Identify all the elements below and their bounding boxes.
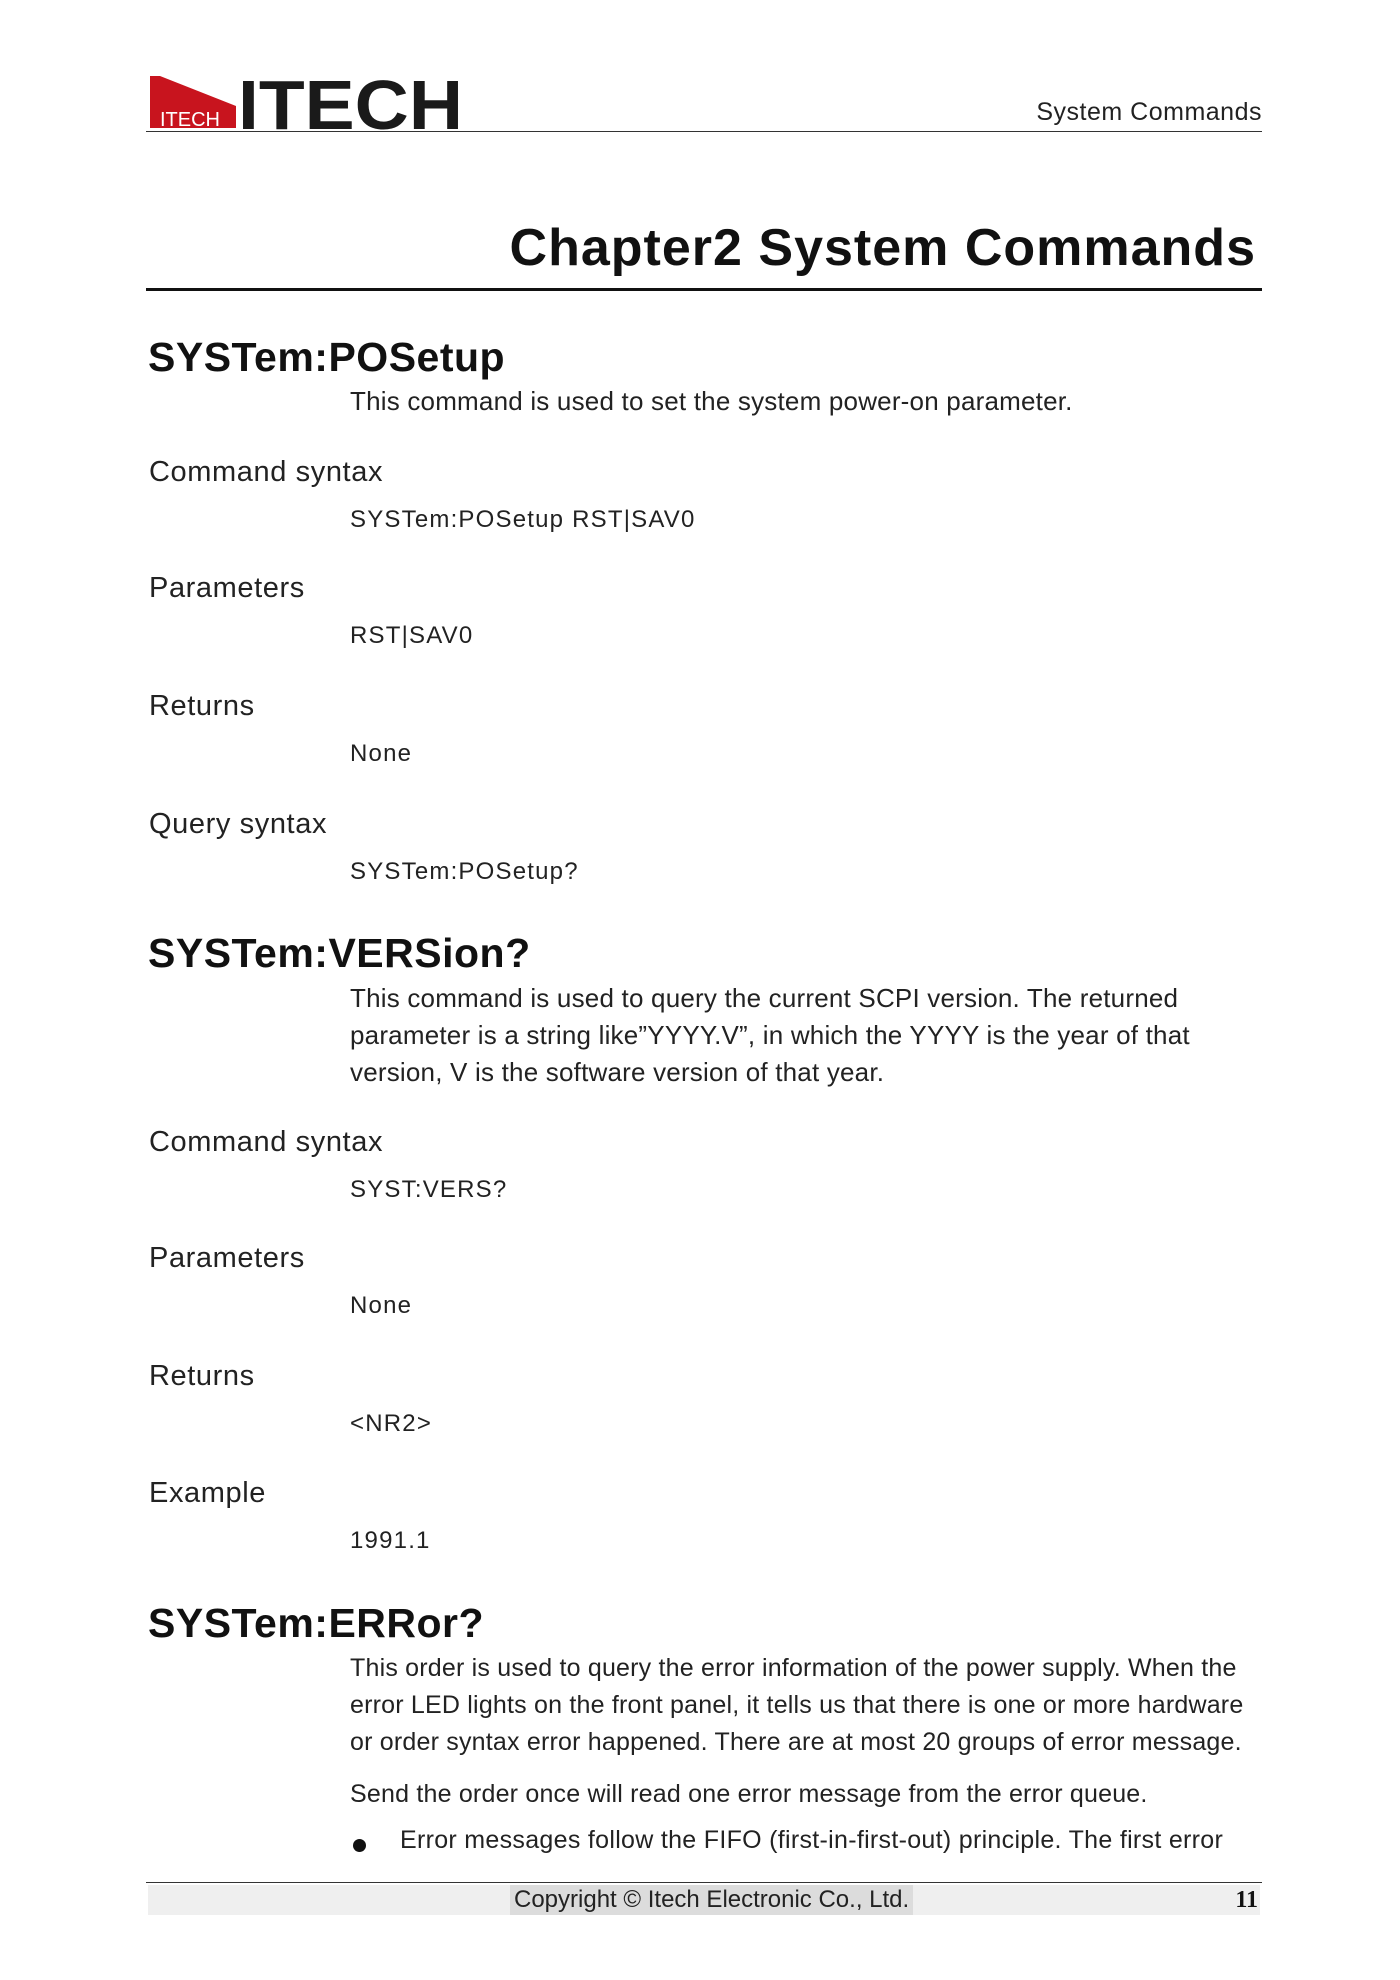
command-heading-error: SYSTem:ERRor?: [148, 1600, 485, 1646]
bullet-text: Error messages follow the FIFO (first-in-first-out) principle. The first error: [400, 1826, 1224, 1854]
command-heading-version: SYSTem:VERSion?: [148, 930, 531, 976]
returns-label: Returns: [149, 690, 255, 722]
itech-logo: [150, 72, 465, 134]
chapter-divider: [146, 288, 1262, 291]
command-description-2: Send the order once will read one error message from the error queue.: [350, 1780, 1148, 1808]
command-description: [350, 980, 1260, 1091]
returns-value: <NR2>: [350, 1410, 433, 1437]
description-line: This order is used to query the error information of the power supply. When the: [350, 1654, 1237, 1682]
parameters-value: None: [350, 1292, 413, 1319]
returns-label: Returns: [149, 1360, 255, 1392]
description-line: parameter is a string like”YYYY.V”, in which the YYYY is the year of that: [350, 1020, 1190, 1050]
footer-copyright: Copyright © Itech Electronic Co., Ltd.: [510, 1885, 913, 1915]
example-label: Example: [149, 1477, 267, 1509]
returns-value: None: [350, 740, 413, 767]
command-syntax-label: Command syntax: [149, 1126, 384, 1158]
bullet-icon: [353, 1839, 366, 1852]
example-value: 1991.1: [350, 1527, 431, 1554]
chapter-title: Chapter2 System Commands: [509, 219, 1256, 277]
svg-text:ITECH: ITECH: [160, 109, 220, 131]
parameters-value: RST|SAV0: [350, 622, 474, 649]
command-heading-posetup: SYSTem:POSetup: [148, 334, 506, 380]
header-divider: [146, 131, 1262, 132]
command-syntax-value: SYST:VERS?: [350, 1176, 508, 1203]
page-number: 11: [1235, 1887, 1258, 1913]
command-syntax-value: SYSTem:POSetup RST|SAV0: [350, 506, 696, 533]
query-syntax-value: SYSTem:POSetup?: [350, 858, 579, 885]
description-line: error LED lights on the front panel, it tells us that there is one or more hardware: [350, 1691, 1244, 1719]
footer-divider: [146, 1882, 1262, 1883]
description-line: This command is used to query the current SCPI version. The returned: [350, 983, 1179, 1013]
description-line: or order syntax error happened. There are at most 20 groups of error message.: [350, 1728, 1242, 1756]
query-syntax-label: Query syntax: [149, 808, 328, 840]
parameters-label: Parameters: [149, 1242, 305, 1274]
command-description: [350, 1650, 1260, 1761]
description-line: version, V is the software version of that year.: [350, 1057, 885, 1087]
header-section-title: System Commands: [1036, 98, 1262, 126]
svg-text:ITECH: ITECH: [238, 72, 463, 134]
command-description: This command is used to set the system power-on parameter.: [350, 386, 1073, 416]
parameters-label: Parameters: [149, 572, 305, 604]
command-syntax-label: Command syntax: [149, 456, 384, 488]
